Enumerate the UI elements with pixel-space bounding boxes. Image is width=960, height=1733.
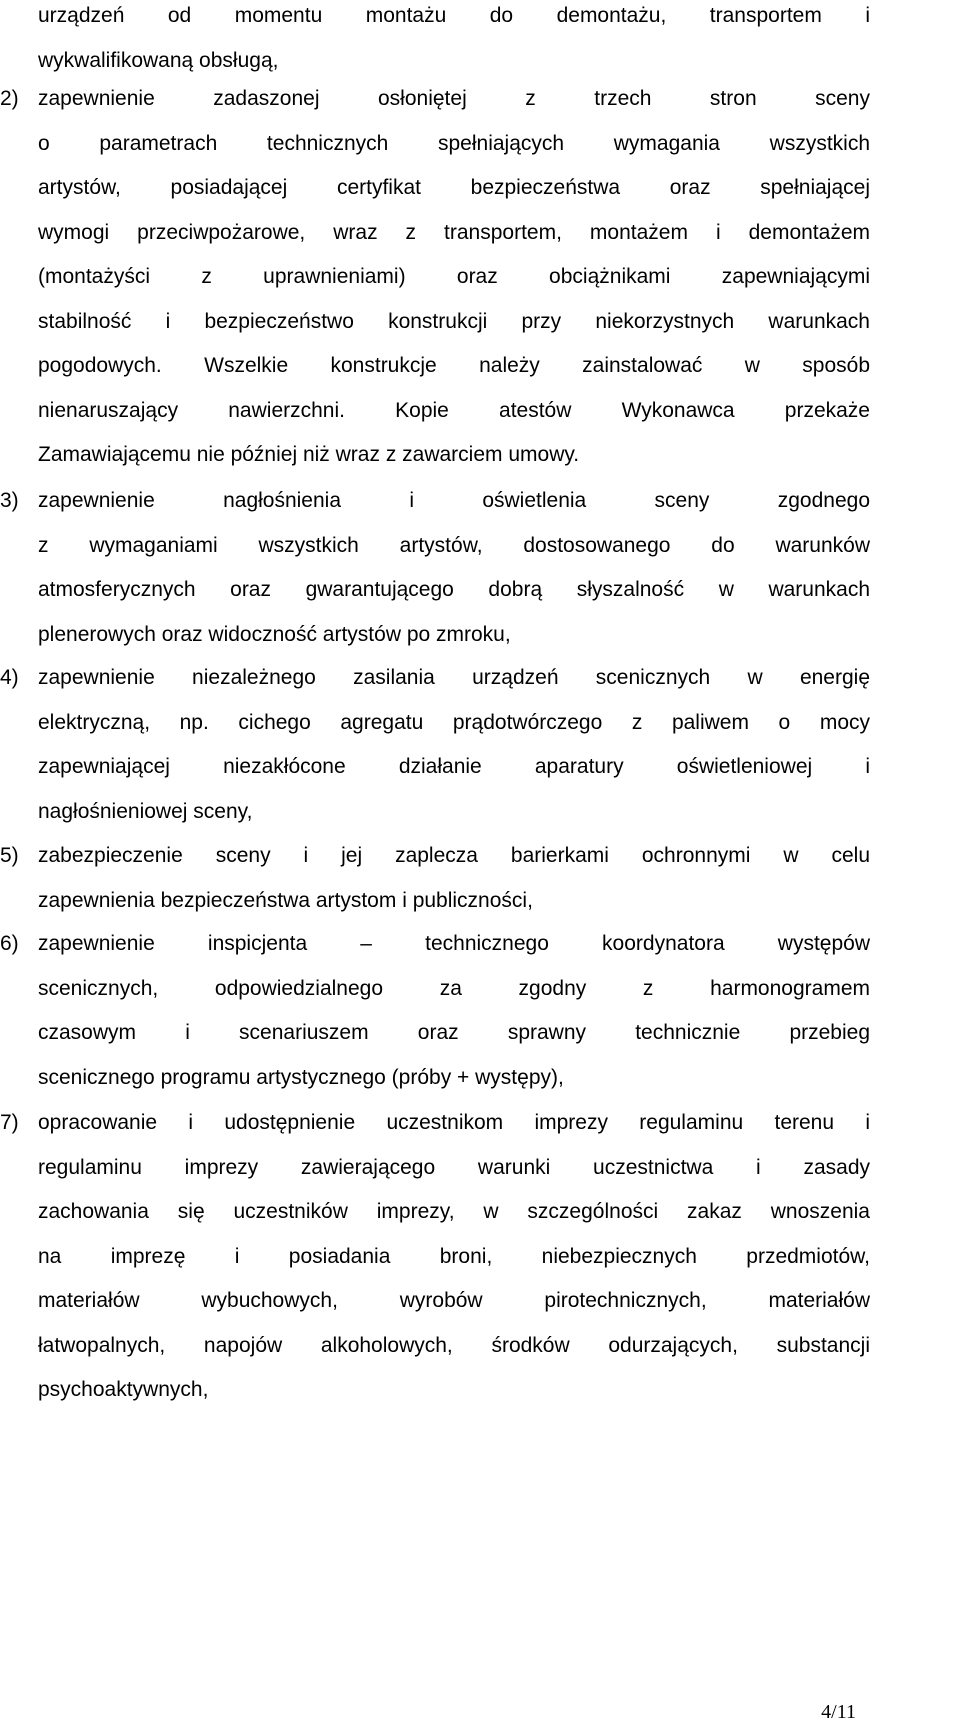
text-line: zabezpieczenie sceny i jej zaplecza barierkami ochronnymi w celu xyxy=(38,844,870,867)
text-line: o parametrach technicznych spełniających wymagania wszystkich xyxy=(38,131,870,155)
item-number: 2) xyxy=(0,87,19,110)
text-line: opracowanie i udostępnienie uczestnikom imprezy regulaminu terenu i xyxy=(38,1111,870,1134)
text-line: zapewnienie nagłośnienia i oświetlenia sceny zgodnego xyxy=(38,489,870,512)
item-text xyxy=(38,834,870,923)
text-line: elektryczną, np. cichego agregatu prądotwórczego z paliwem o mocy xyxy=(38,710,870,734)
page-number: 4/11 xyxy=(821,1701,856,1723)
text-line: zapewniającej niezakłócone działanie aparatury oświetleniowej i xyxy=(38,755,870,778)
item-text xyxy=(38,479,870,657)
text-line: materiałów wybuchowych, wyrobów pirotechnicznych, materiałów xyxy=(38,1289,870,1312)
text-line: z wymaganiami wszystkich artystów, dostosowanego do warunków xyxy=(38,533,870,557)
intro-paragraph xyxy=(38,0,870,83)
text-line: (montażyści z uprawnieniami) oraz obciążnikami zapewniającymi xyxy=(38,265,870,288)
item-text xyxy=(38,656,870,834)
item-text xyxy=(38,1101,870,1413)
text-line: wymogi przeciwpożarowe, wraz z transportem, montażem i demontażem xyxy=(38,220,870,244)
text-line: scenicznych, odpowiedzialnego za zgodny z harmonogramem xyxy=(38,976,870,1000)
text-line: atmosferycznych oraz gwarantującego dobrą słyszalność w warunkach xyxy=(38,578,870,601)
text-line: zapewnienie inspicjenta – technicznego koordynatora występów xyxy=(38,932,870,955)
text-line: łatwopalnych, napojów alkoholowych, środków odurzających, substancji xyxy=(38,1333,870,1357)
text-line: wykwalifikowaną obsługą, xyxy=(38,48,279,72)
text-line: scenicznego programu artystycznego (próby + występy), xyxy=(38,1065,564,1089)
text-line: zapewnienie niezależnego zasilania urządzeń scenicznych w energię xyxy=(38,666,870,689)
text-line: artystów, posiadającej certyfikat bezpieczeństwa oraz spełniającej xyxy=(38,176,870,199)
item-number: 5) xyxy=(0,844,19,867)
text-line: na imprezę i posiadania broni, niebezpiecznych przedmiotów, xyxy=(38,1244,870,1268)
text-line: regulaminu imprezy zawierającego warunki uczestnictwa i zasady xyxy=(38,1155,870,1179)
text-line: urządzeń od momentu montażu do demontażu, transportem i xyxy=(38,4,870,27)
text-line: stabilność i bezpieczeństwo konstrukcji przy niekorzystnych warunkach xyxy=(38,309,870,333)
item-number: 4) xyxy=(0,666,19,689)
item-text xyxy=(38,77,870,478)
item-number: 6) xyxy=(0,932,19,955)
text-line: nagłośnieniowej sceny, xyxy=(38,799,253,823)
text-line: psychoaktywnych, xyxy=(38,1378,209,1401)
text-line: Zamawiającemu nie później niż wraz z zawarciem umowy. xyxy=(38,443,580,466)
text-line: czasowym i scenariuszem oraz sprawny technicznie przebieg xyxy=(38,1021,870,1044)
item-number: 7) xyxy=(0,1111,19,1134)
text-line: pogodowych. Wszelkie konstrukcje należy zainstalować w sposób xyxy=(38,354,870,377)
text-line: zapewnienia bezpieczeństwa artystom i publiczności, xyxy=(38,888,533,912)
item-number: 3) xyxy=(0,489,19,512)
item-text xyxy=(38,922,870,1100)
text-line: plenerowych oraz widoczność artystów po zmroku, xyxy=(38,622,511,646)
text-line: nienaruszający nawierzchni. Kopie atestów Wykonawca przekaże xyxy=(38,398,870,422)
text-line: zachowania się uczestników imprezy, w szczególności zakaz wnoszenia xyxy=(38,1200,870,1223)
text-line: zapewnienie zadaszonej osłoniętej z trzech stron sceny xyxy=(38,87,870,110)
